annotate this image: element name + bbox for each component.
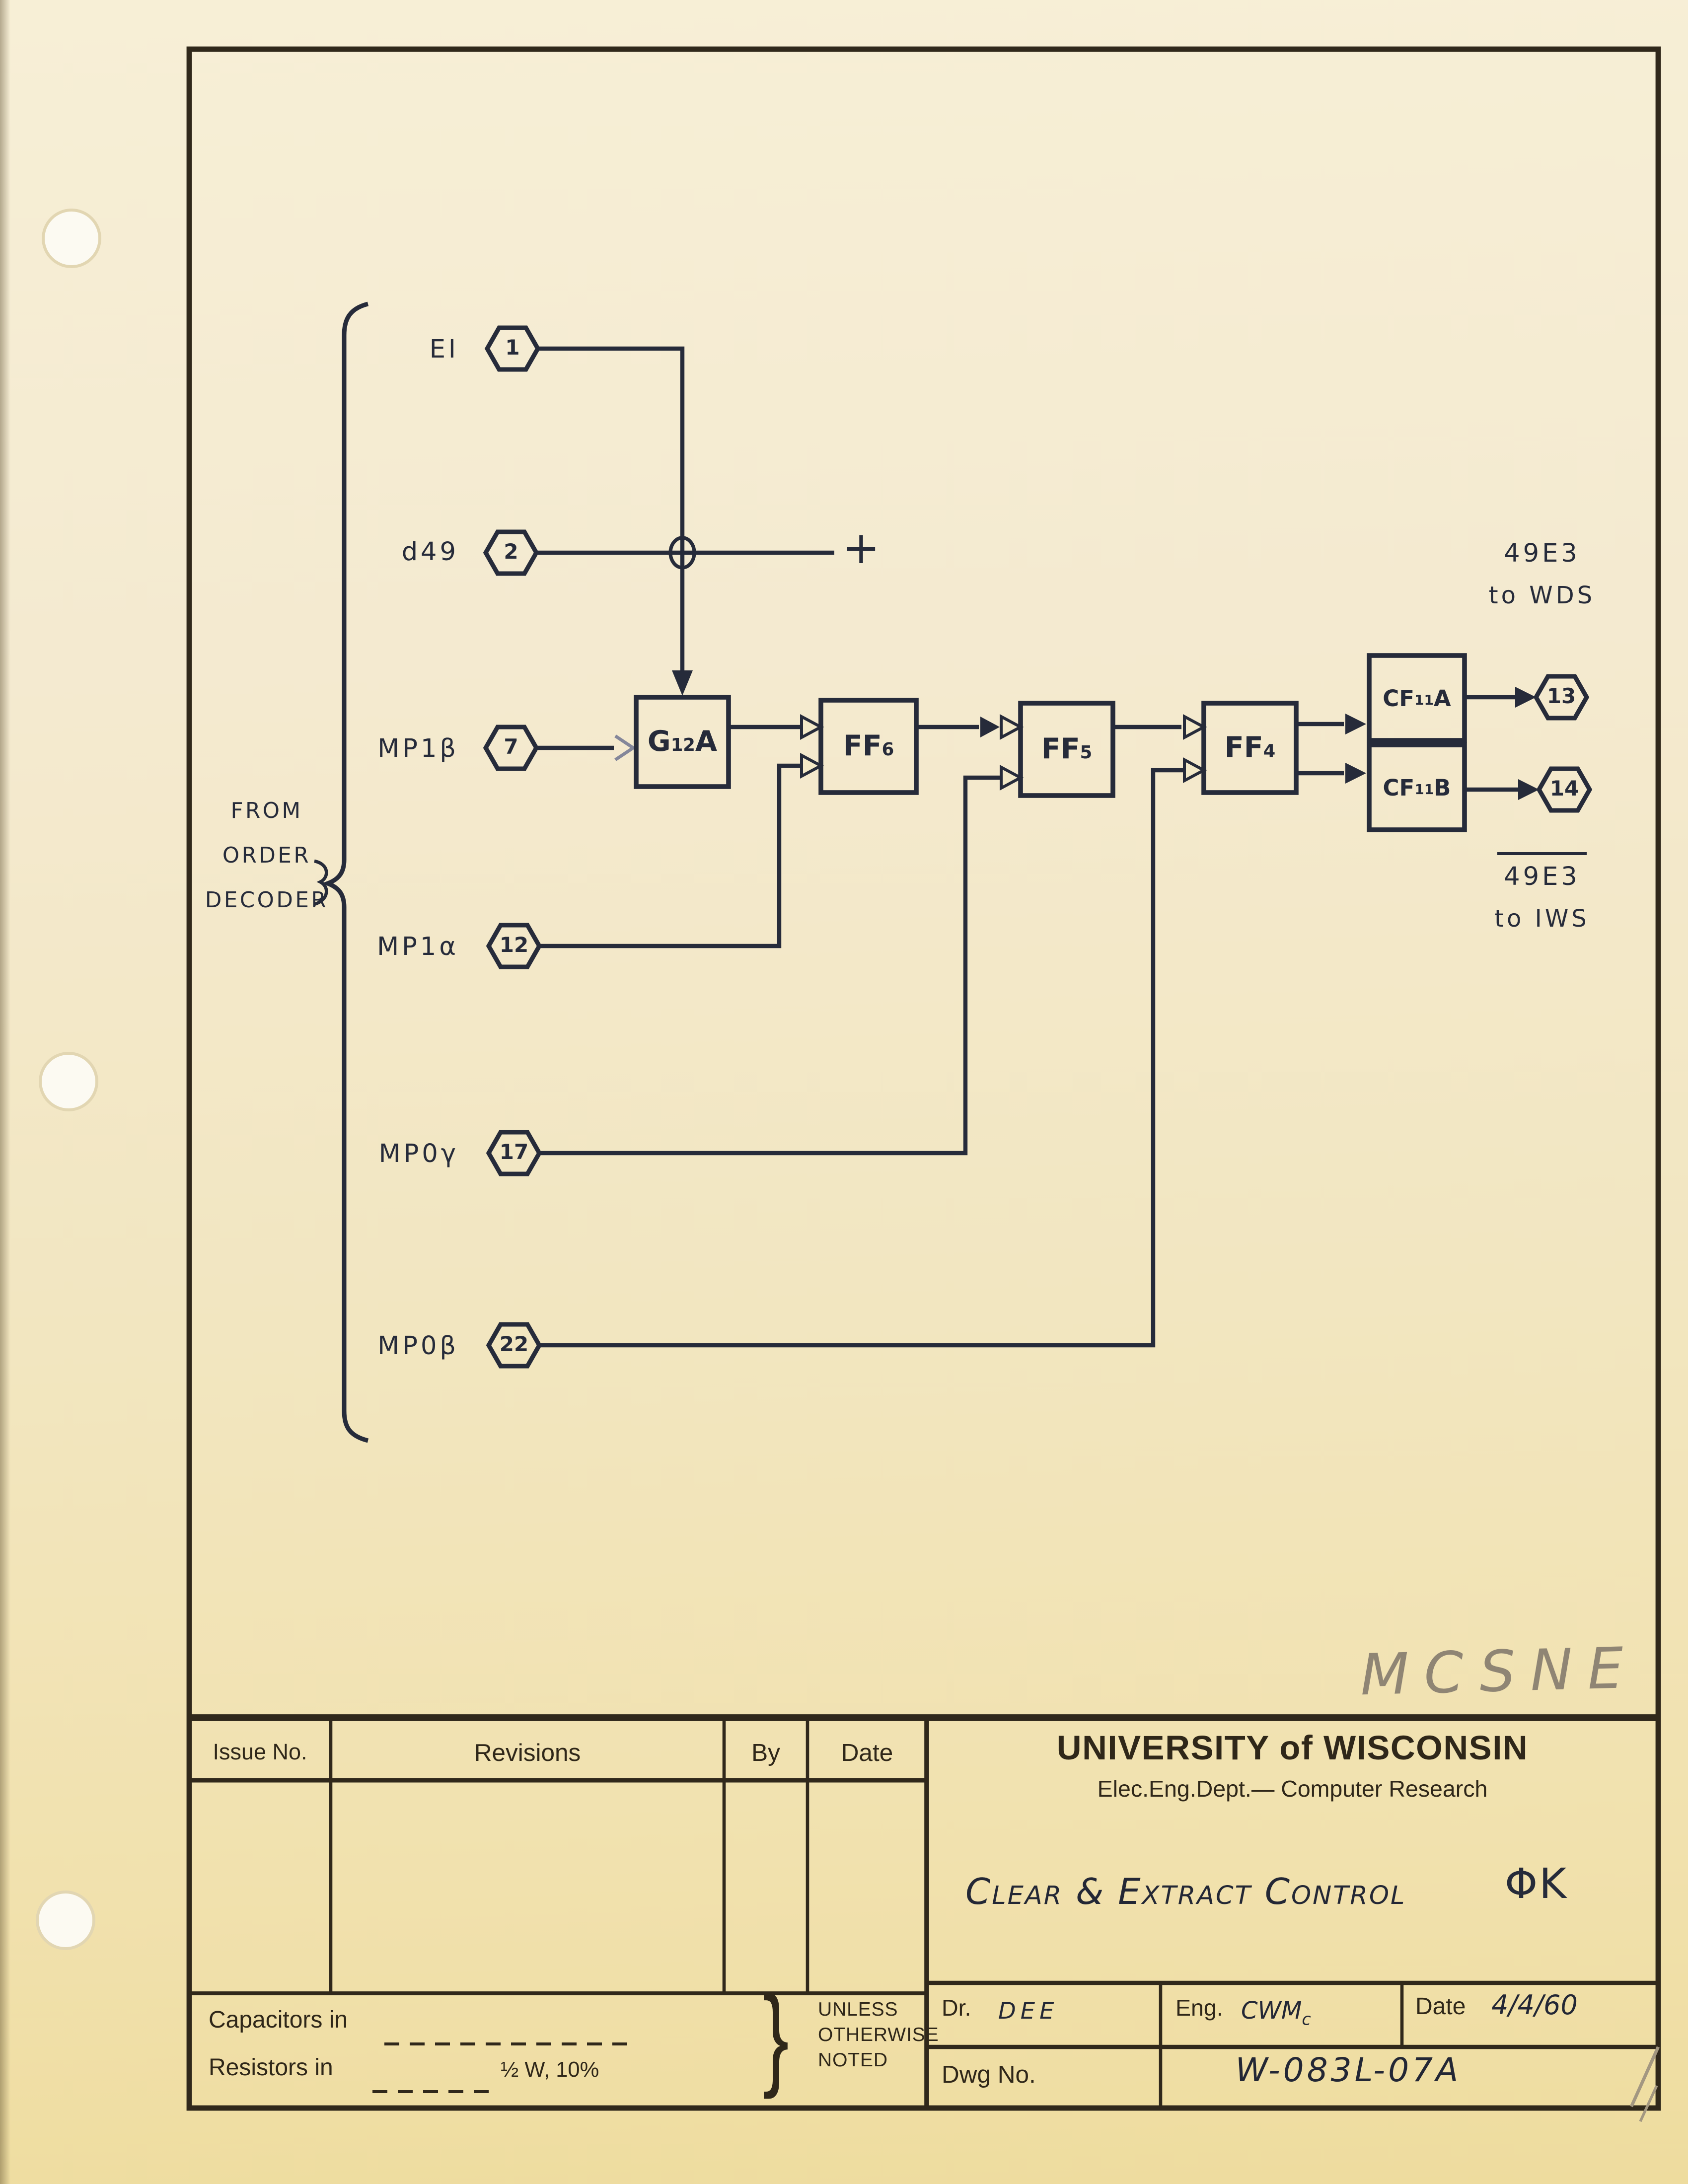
block-sub: 4 xyxy=(1263,740,1276,761)
engineer-value xyxy=(1241,1996,1311,2030)
output-note-wds xyxy=(1460,533,1624,617)
engineer-initials-sub: c xyxy=(1302,2010,1311,2030)
block-label-cf11a xyxy=(1369,655,1465,740)
capacitors-note: Capacitors in xyxy=(209,2008,348,2034)
note-line: NOTED xyxy=(818,2048,888,2071)
input-port-ff5-top xyxy=(1001,717,1021,737)
block-label-cf11b xyxy=(1369,745,1465,830)
resistors-note: Resistors in xyxy=(209,2056,333,2081)
punch-hole xyxy=(40,1053,97,1110)
wire-mp0g xyxy=(539,778,1000,1153)
engineer-initials: CWM xyxy=(1241,1996,1302,2025)
block-sub: 12 xyxy=(670,734,695,755)
punch-hole xyxy=(37,1892,94,1949)
block-suffix: B xyxy=(1434,774,1451,801)
drafter-label: Dr. xyxy=(942,1996,971,2022)
wire-ei xyxy=(538,349,682,672)
input-label-mp1b: MP1β xyxy=(377,734,459,764)
input-port-ff6-bottom xyxy=(802,755,821,776)
note-line: UNLESS xyxy=(818,1998,898,2020)
pin-number-7: 7 xyxy=(504,736,518,760)
input-port-ff6-top xyxy=(802,717,821,737)
source-label xyxy=(188,790,346,924)
date-value: 4/4/60 xyxy=(1491,1990,1578,2022)
output-signal: 49E3 xyxy=(1504,539,1580,569)
dwg-number-label: Dwg No. xyxy=(942,2062,1036,2089)
arrowhead-cf11a xyxy=(1345,714,1366,734)
notes-brace: } xyxy=(762,1974,789,2101)
source-label-line: DECODER xyxy=(205,889,329,913)
input-label-mp0g: MP0γ xyxy=(378,1140,459,1169)
block-sub: 11 xyxy=(1414,693,1434,709)
output-signal-inverted: 49E3 xyxy=(1498,852,1586,898)
arrowhead-cf11b xyxy=(1345,763,1366,784)
punch-holes xyxy=(37,210,100,1949)
drawing-title: Clear & Extract Control xyxy=(965,1871,1406,1913)
pencil-note: MCSNE xyxy=(1359,1635,1639,1708)
arrowhead-into-g12a xyxy=(672,670,693,696)
block-name: FF xyxy=(843,730,882,763)
input-label-mp1a: MP1α xyxy=(377,933,459,962)
drawing-title-code: ΦK xyxy=(1505,1859,1568,1908)
input-port-ff4-bottom xyxy=(1184,760,1204,781)
engineer-label: Eng. xyxy=(1175,1996,1223,2022)
input-label-d49: d49 xyxy=(401,538,459,568)
pin-number-1: 1 xyxy=(505,337,520,361)
block-name: FF xyxy=(1224,731,1263,764)
col-header-by: By xyxy=(751,1740,780,1767)
resistor-default-value: ½ W, 10% xyxy=(501,2059,599,2083)
block-suffix: A xyxy=(1433,684,1451,712)
block-sub: 6 xyxy=(881,739,894,760)
col-header-revisions: Revisions xyxy=(474,1740,581,1767)
punch-hole xyxy=(43,210,100,267)
date-label: Date xyxy=(1415,1995,1466,2020)
wire-mp0b xyxy=(539,770,1183,1345)
pencil-slash xyxy=(1640,2086,1657,2121)
unless-otherwise-noted xyxy=(818,1996,939,2072)
block-name: FF xyxy=(1041,733,1080,766)
block-name: CF xyxy=(1383,774,1415,801)
pin-number-22: 22 xyxy=(499,1333,529,1357)
input-label-mp0b: MP0β xyxy=(377,1332,459,1362)
input-label-ei: EI xyxy=(429,335,459,365)
dwg-number-value: W-083L-07A xyxy=(1235,2053,1462,2090)
block-label-g12a xyxy=(636,697,729,787)
col-header-issue: Issue No. xyxy=(213,1740,307,1765)
pin-number-12: 12 xyxy=(499,934,529,958)
input-port-ff4-top xyxy=(1184,717,1204,737)
pencil-slash xyxy=(1631,2047,1658,2107)
block-sub: 11 xyxy=(1414,782,1434,799)
pin-number-17: 17 xyxy=(499,1141,529,1165)
department-name: Elec.Eng.Dept.— Computer Research xyxy=(1097,1777,1488,1803)
pencil-arrowhead xyxy=(615,736,633,760)
block-sub: 5 xyxy=(1080,742,1093,763)
pin-number-14: 14 xyxy=(1549,778,1579,801)
block-name: CF xyxy=(1383,684,1415,712)
arrowhead-pin14 xyxy=(1518,779,1539,800)
input-port-ff5-bottom xyxy=(1001,767,1021,788)
output-note-iws xyxy=(1468,852,1616,940)
block-label-ff5 xyxy=(1021,703,1113,796)
block-suffix: A xyxy=(695,726,718,758)
pin-number-2: 2 xyxy=(504,541,518,565)
col-header-date: Date xyxy=(841,1740,893,1767)
source-label-line: FROM xyxy=(230,800,303,824)
drafter-value: DEE xyxy=(998,1998,1059,2025)
logic-diagram xyxy=(314,304,1590,1441)
output-destination: to WDS xyxy=(1488,581,1596,609)
plus-junction: + xyxy=(842,523,880,575)
wire-mp1a xyxy=(539,766,800,946)
block-label-ff6 xyxy=(821,700,916,793)
source-label-line: ORDER xyxy=(222,845,311,869)
block-name: G xyxy=(647,726,671,758)
note-line: OTHERWISE xyxy=(818,2023,939,2045)
arrowhead-ff5 xyxy=(980,717,1000,737)
output-destination: to IWS xyxy=(1494,904,1590,933)
block-label-ff4 xyxy=(1204,703,1296,793)
organization-name: UNIVERSITY of WISCONSIN xyxy=(1056,1728,1529,1767)
arrowhead-pin13 xyxy=(1515,687,1536,708)
pin-number-13: 13 xyxy=(1546,685,1576,709)
